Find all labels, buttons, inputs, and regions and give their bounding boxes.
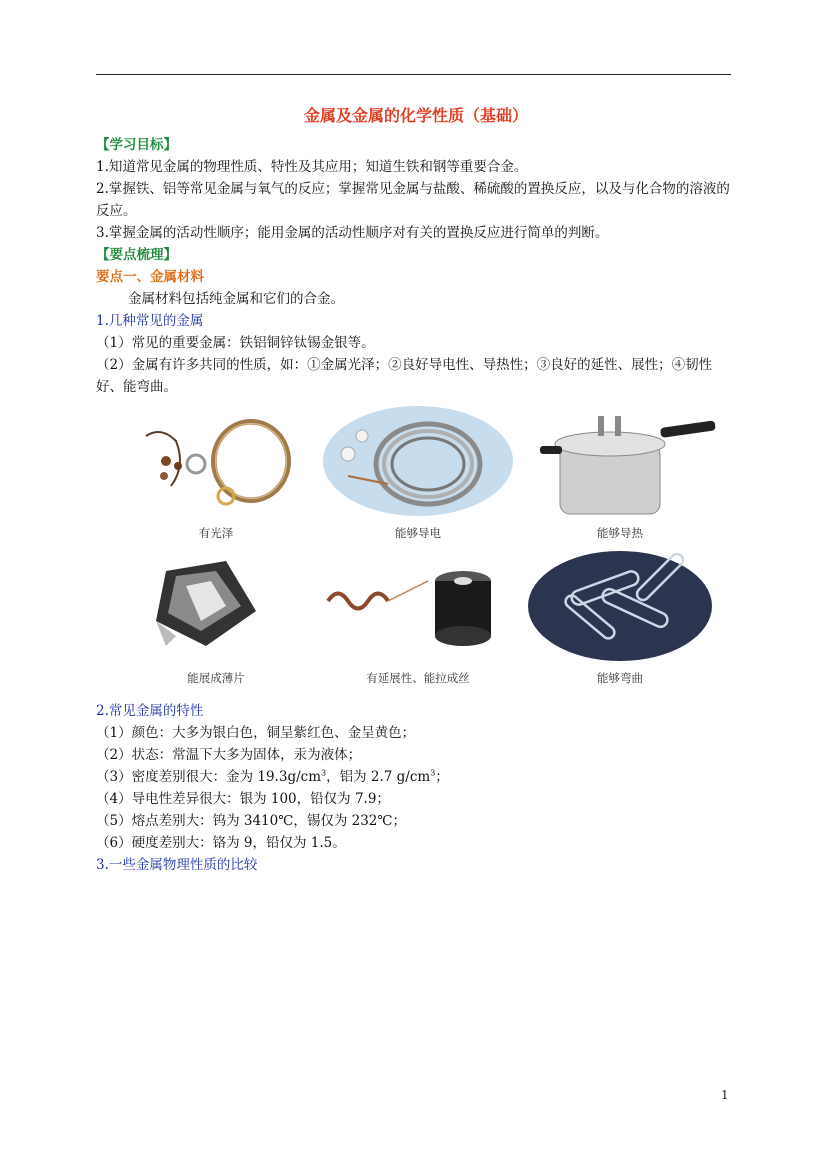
density-aluminum: ，铝为 2.7 g/cm [326, 769, 431, 785]
paper-clips-icon [520, 551, 720, 671]
superscript: 3 [430, 768, 436, 778]
text-line: （1）颜色：大多为银白色，铜呈紫红色、金呈黄色； [96, 725, 416, 741]
text-line: （5）熔点差别大：钨为 3410℃，锡仅为 232℃； [96, 813, 406, 829]
jewelry-icon [116, 406, 316, 526]
figure-ductile-wire [318, 551, 518, 686]
text-line: （4）导电性差异很大：银为 100，铅仅为 7.9； [96, 791, 390, 807]
metal-foil-icon [116, 551, 316, 671]
header-rule [96, 74, 731, 75]
text-line: （2）状态：常温下大多为固体，汞为液体； [96, 747, 362, 763]
density-line [96, 766, 736, 788]
figure-heat-conduction [520, 406, 720, 541]
text-line: （1）常见的重要金属：铁铝铜锌钛锡金银等。 [96, 335, 375, 351]
figure-caption: 能够导电 [395, 526, 441, 540]
density-end: ； [435, 769, 449, 785]
text-line: （2）金属有许多共同的性质，如：①金属光泽；②良好导电性、导热性；③良好的延性、展性；④韧性好、能弯曲。 [96, 357, 713, 395]
figure-bendable [520, 551, 720, 686]
page-number: 1 [721, 1088, 729, 1102]
wire-spool-icon [318, 551, 518, 671]
points-header: 【要点梳理】 [96, 247, 177, 263]
subsection-title: 1.几种常见的金属 [96, 313, 204, 329]
goals-header: 【学习目标】 [96, 137, 177, 153]
wire-coil-icon [318, 406, 518, 526]
figure-caption: 能展成薄片 [187, 671, 245, 685]
goal-item: 2.掌握铁、铝等常见金属与氧气的反应；掌握常见金属与盐酸、稀硫酸的置换反应，以及与化合物的溶液的反应。 [96, 181, 730, 219]
superscript: 3 [321, 768, 327, 778]
goal-item: 1.知道常见金属的物理性质、特性及其应用；知道生铁和钢等重要合金。 [96, 159, 528, 175]
page-title: 金属及金属的化学性质（基础） [303, 106, 528, 125]
figure-caption: 有延展性、能拉成丝 [366, 671, 470, 685]
subsection-title: 3.一些金属物理性质的比较 [96, 857, 258, 873]
pressure-cooker-icon [520, 406, 720, 526]
figure-malleable-sheets [116, 551, 316, 686]
point-title: 要点一、金属材料 [96, 269, 204, 285]
figure-caption: 有光泽 [198, 526, 234, 540]
goal-item: 3.掌握金属的活动性顺序；能用金属的活动性顺序对有关的置换反应进行简单的判断。 [96, 225, 609, 241]
text-line: （6）硬度差别大：铬为 9，铅仅为 1.5。 [96, 835, 346, 851]
figure-luster [116, 406, 316, 541]
metal-properties-figure [96, 406, 736, 696]
figure-conductivity [318, 406, 518, 541]
density-gold: （3）密度差别很大：金为 19.3g/cm [96, 769, 321, 785]
figure-caption: 能够弯曲 [597, 671, 643, 685]
figure-caption: 能够导热 [597, 526, 643, 540]
point-intro: 金属材料包括纯金属和它们的合金。 [128, 291, 344, 307]
document-body [96, 104, 736, 876]
subsection-title: 2.常见金属的特性 [96, 703, 204, 719]
